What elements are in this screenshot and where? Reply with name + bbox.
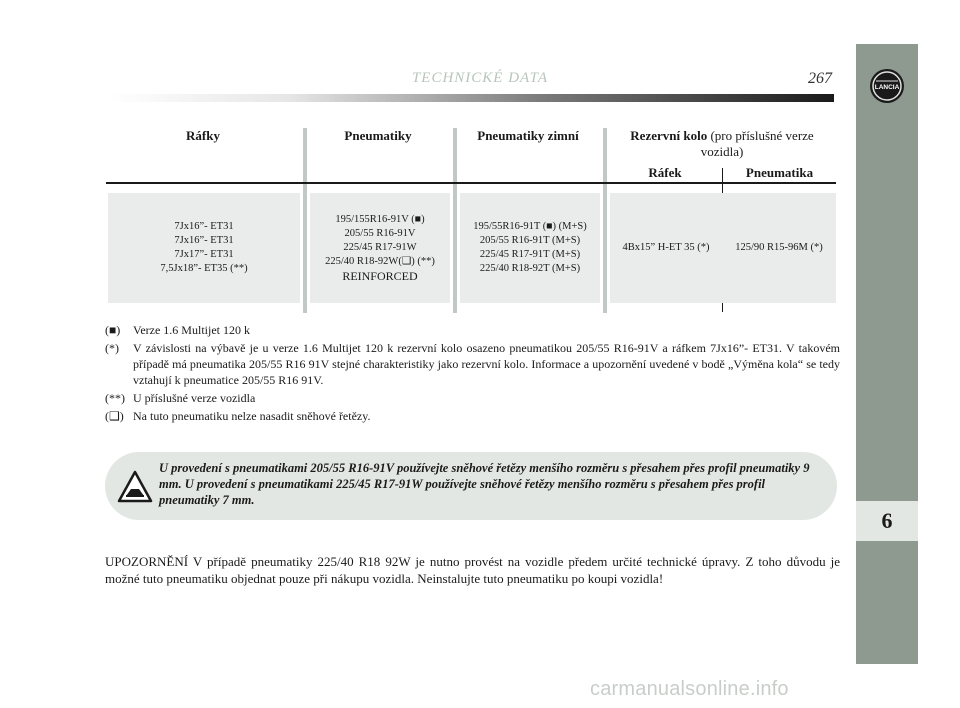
column-header-rezerva: [608, 128, 836, 160]
page-number: 267: [808, 70, 832, 87]
chapter-sidebar: [856, 44, 918, 664]
column-header-rafky: Ráfky: [186, 128, 220, 143]
cell-pneumatiky: [310, 193, 450, 303]
footnote: [105, 340, 840, 388]
zimni-item: 225/45 R17-91T (M+S): [479, 249, 581, 260]
footnote: [105, 390, 840, 406]
rafky-item: 7,5Jx18”- ET35 (**): [160, 263, 248, 274]
column-header-zimni: [458, 128, 598, 144]
column-separator: [303, 128, 307, 313]
column-header-rezerva-title: Rezervní kolo: [630, 128, 708, 143]
pneu-item: 205/55 R16-91V: [344, 228, 416, 239]
footnote-mark: (*): [105, 341, 119, 355]
lancia-logo-icon: [869, 68, 905, 104]
column-header-zimni-line2: zimní: [547, 128, 579, 143]
footnote: [105, 408, 840, 424]
warning-box: [105, 452, 837, 520]
column-header-rezerva-subtitle: (pro příslušné verze vozidla): [700, 128, 814, 159]
footnote-mark: (**): [105, 391, 125, 405]
rafky-item: 7Jx17”- ET31: [174, 249, 234, 260]
page-title: TECHNICKÉ DATA: [411, 70, 549, 86]
warning-text: U provedení s pneumatikami 205/55 R16-91V používejte sněhové řetězy menšího rozměru s přesahem přes profil pneumatiky 9 mm. U provedení s pneumatikami 225/45 R17-91W používejte sněhové řetězy menšího rozměru s přesahem přes profil pneumatiky 7 mm.: [159, 461, 810, 507]
svg-text:LANCIA: LANCIA: [874, 84, 900, 91]
zimni-item: 195/55R16-91T (■) (M+S): [473, 221, 587, 232]
footnote-text: V závislosti na výbavě je u verze 1.6 Multijet 120 k rezervní kolo osazeno pneumatikou 205/55 R16-91V a ráfkem 7Jx16”- ET31. V takovém případě má pneumatika 205/55 R16 91V stejné charakteristiky jako rezervní kolo. Informace a upozornění uvedené v bodě „Výměna kola“ se tedy vztahují k pneumatice 205/55 R16 91V.: [133, 341, 840, 387]
pneu-item: 225/45 R17-91W: [343, 242, 417, 253]
caution-paragraph: UPOZORNĚNÍ V případě pneumatiky 225/40 R18 92W je nutno provést na vozidle předem určité technické úpravy. Z toho důvodu je možné tuto pneumatiku objednat pouze při nákupu vozidla. Neinstalujte tuto pneumatiku po koupi vozidla!: [105, 554, 840, 586]
footnote-text: Verze 1.6 Multijet 120 k: [133, 323, 250, 337]
rezerva-pneumatika: 125/90 R15-96M (*): [735, 242, 823, 253]
column-header-pneumatiky: Pneumatiky: [344, 128, 412, 143]
column-header-zimni-line1: Pneumatiky: [477, 128, 545, 143]
cell-rezerva: [610, 193, 836, 303]
zimni-item: 205/55 R16-91T (M+S): [479, 235, 581, 246]
header-divider: [108, 94, 834, 102]
footnote-mark: (❑): [105, 409, 124, 423]
footnote-mark: (■): [105, 323, 121, 337]
rafky-item: 7Jx16”- ET31: [174, 221, 234, 232]
rafky-item: 7Jx16”- ET31: [174, 235, 234, 246]
pneu-item: 225/40 R18-92W(❑) (**): [325, 256, 435, 267]
footnotes: [105, 322, 840, 426]
watermark-text: carmanualsonline.info: [590, 678, 789, 700]
rezerva-rafek: 4Bx15” H-ET 35 (*): [622, 242, 710, 253]
footnote-text: Na tuto pneumatiku nelze nasadit sněhové řetězy.: [133, 409, 371, 423]
footnote: [105, 322, 840, 338]
pneu-reinforced: REINFORCED: [342, 269, 418, 283]
footnote-text: U příslušné verze vozidla: [133, 391, 256, 405]
subheader-pneumatika: Pneumatika: [745, 165, 814, 180]
table-header-rule: [106, 182, 836, 184]
warning-triangle-icon: [117, 469, 153, 505]
subheader-rafek: Ráfek: [648, 165, 682, 180]
pneu-item: 195/155R16-91V (■): [335, 214, 425, 225]
cell-zimni: [460, 193, 600, 303]
zimni-item: 225/40 R18-92T (M+S): [479, 263, 581, 274]
column-separator: [603, 128, 607, 313]
column-separator: [453, 128, 457, 313]
cell-rafky: [108, 193, 300, 303]
section-number-tab[interactable]: 6: [856, 501, 918, 541]
